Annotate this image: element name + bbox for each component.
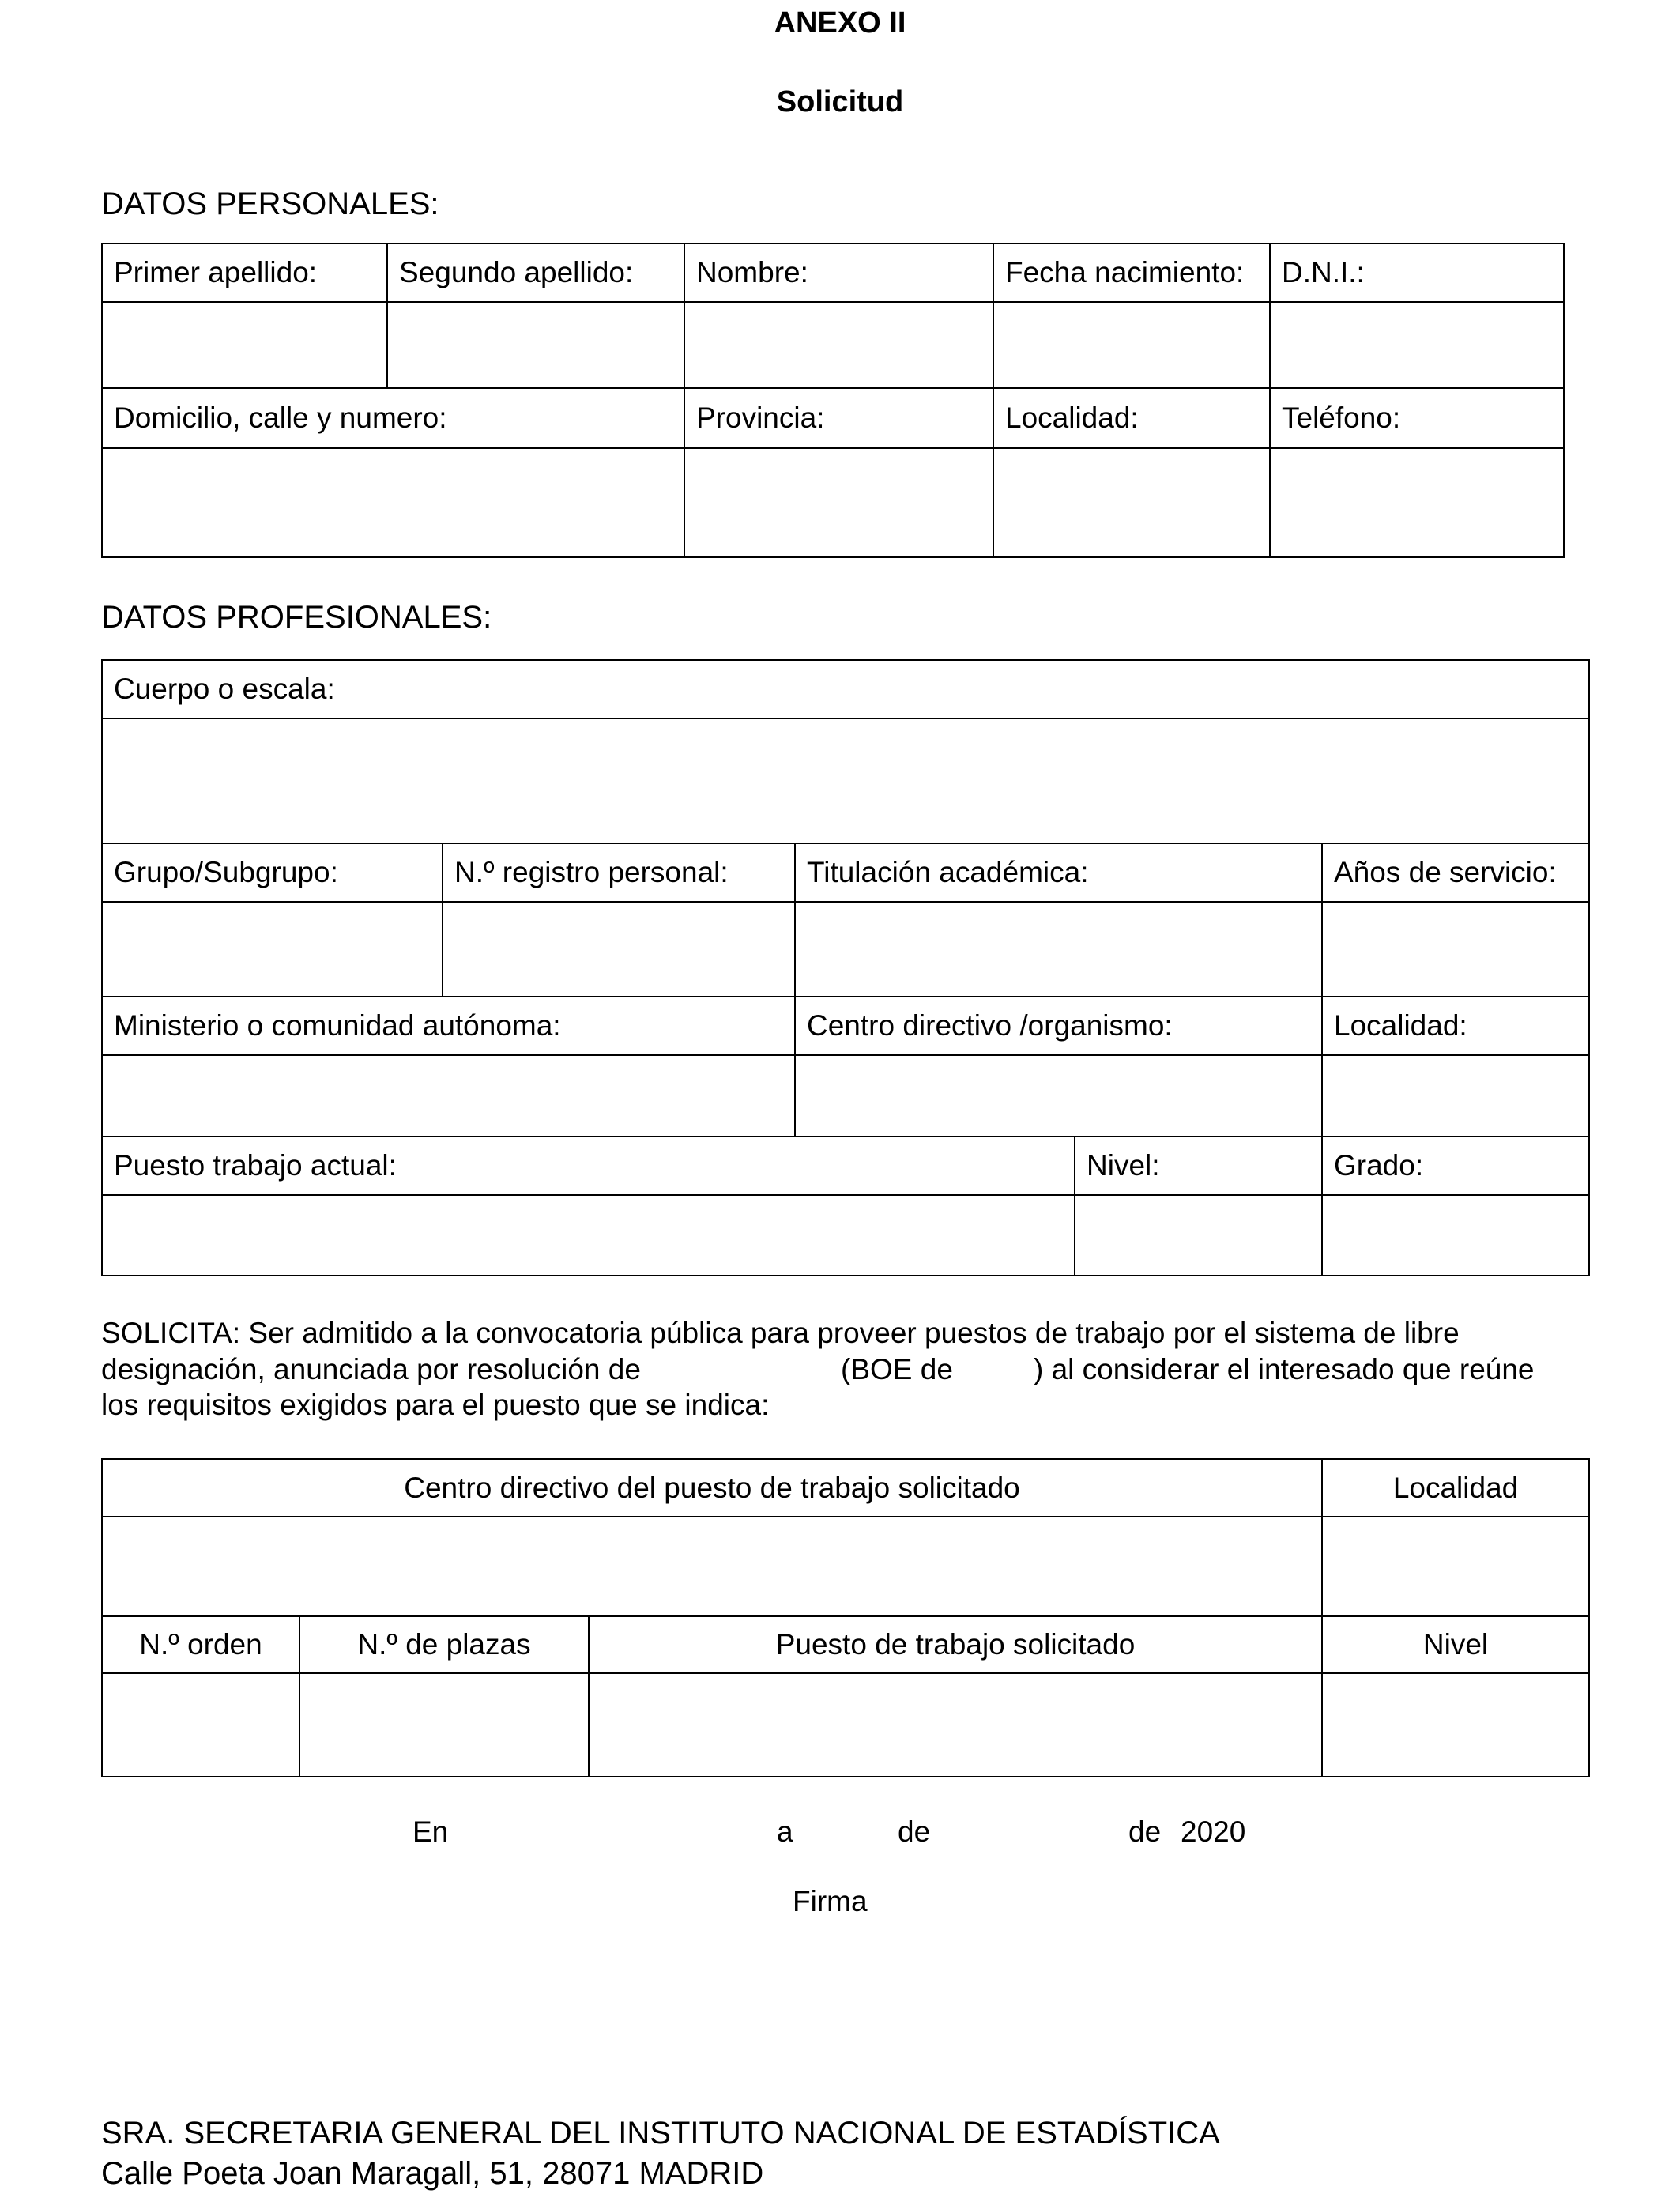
field-localidad-prof[interactable] — [1322, 1055, 1589, 1137]
solicita-line-2c: ) al considerar el interesado que reúne — [1034, 1353, 1535, 1385]
section-professional-title: DATOS PROFESIONALES: — [101, 600, 492, 635]
field-registro-personal[interactable] — [443, 902, 795, 997]
page-title: Solicitud — [776, 85, 904, 119]
section-personal-title: DATOS PERSONALES: — [101, 187, 439, 221]
field-domicilio[interactable] — [102, 448, 684, 557]
label-puesto-solicitado: Puesto de trabajo solicitado — [589, 1616, 1322, 1673]
solicita-line-2b: (BOE de — [841, 1353, 953, 1385]
solicita-line-3: los requisitos exigidos para el puesto que se indica: — [101, 1389, 770, 1421]
label-nombre: Nombre: — [684, 243, 993, 302]
label-titulacion: Titulación académica: — [795, 843, 1322, 902]
field-n-orden[interactable] — [102, 1673, 299, 1777]
label-localidad: Localidad: — [993, 388, 1270, 448]
date-en: En — [412, 1815, 449, 1848]
label-cuerpo-escala: Cuerpo o escala: — [102, 660, 1589, 718]
field-nivel[interactable] — [1075, 1195, 1322, 1276]
label-telefono: Teléfono: — [1270, 388, 1564, 448]
label-domicilio: Domicilio, calle y numero: — [102, 388, 684, 448]
field-n-plazas[interactable] — [299, 1673, 589, 1777]
field-primer-apellido[interactable] — [102, 302, 387, 388]
field-centro-solicitado[interactable] — [102, 1517, 1322, 1616]
label-registro-personal: N.º registro personal: — [443, 843, 795, 902]
field-nivel-solicitado[interactable] — [1322, 1673, 1589, 1777]
field-anos-servicio[interactable] — [1322, 902, 1589, 997]
label-dni: D.N.I.: — [1270, 243, 1564, 302]
addressee-line-2: Calle Poeta Joan Maragall, 51, 28071 MADRID — [101, 2156, 764, 2191]
label-localidad-prof: Localidad: — [1322, 997, 1589, 1055]
label-anos-servicio: Años de servicio: — [1322, 843, 1589, 902]
field-localidad[interactable] — [993, 448, 1270, 557]
solicita-line-2a: designación, anunciada por resolución de — [101, 1353, 641, 1385]
field-grado[interactable] — [1322, 1195, 1589, 1276]
field-segundo-apellido[interactable] — [387, 302, 684, 388]
date-de-2: de — [1128, 1815, 1162, 1848]
field-localidad-solicitada[interactable] — [1322, 1517, 1589, 1616]
label-segundo-apellido: Segundo apellido: — [387, 243, 684, 302]
label-grupo-subgrupo: Grupo/Subgrupo: — [102, 843, 443, 902]
date-year: 2020 — [1181, 1815, 1246, 1848]
label-primer-apellido: Primer apellido: — [102, 243, 387, 302]
label-centro-solicitado: Centro directivo del puesto de trabajo solicitado — [102, 1459, 1322, 1517]
personal-data-table — [101, 243, 1565, 558]
label-puesto-actual: Puesto trabajo actual: — [102, 1137, 1075, 1195]
addressee-line-1: SRA. SECRETARIA GENERAL DEL INSTITUTO NACIONAL DE ESTADÍSTICA — [101, 2116, 1220, 2151]
label-nivel: Nivel: — [1075, 1137, 1322, 1195]
label-localidad-solicitada: Localidad — [1322, 1459, 1589, 1517]
label-ministerio: Ministerio o comunidad autónoma: — [102, 997, 795, 1055]
signature-label: Firma — [793, 1885, 868, 1917]
label-centro-directivo: Centro directivo /organismo: — [795, 997, 1322, 1055]
field-dni[interactable] — [1270, 302, 1564, 388]
field-cuerpo-escala[interactable] — [102, 718, 1589, 843]
label-provincia: Provincia: — [684, 388, 993, 448]
label-grado: Grado: — [1322, 1137, 1589, 1195]
field-telefono[interactable] — [1270, 448, 1564, 557]
professional-data-table — [101, 659, 1590, 1276]
label-n-plazas: N.º de plazas — [299, 1616, 589, 1673]
field-fecha-nacimiento[interactable] — [993, 302, 1270, 388]
date-a: a — [777, 1815, 793, 1848]
field-nombre[interactable] — [684, 302, 993, 388]
field-provincia[interactable] — [684, 448, 993, 557]
date-de-1: de — [898, 1815, 931, 1848]
field-grupo-subgrupo[interactable] — [102, 902, 443, 997]
field-puesto-actual[interactable] — [102, 1195, 1075, 1276]
field-centro-directivo[interactable] — [795, 1055, 1322, 1137]
request-table — [101, 1458, 1590, 1777]
field-puesto-solicitado[interactable] — [589, 1673, 1322, 1777]
label-nivel-solicitado: Nivel — [1322, 1616, 1589, 1673]
annex-title: ANEXO II — [774, 6, 906, 40]
label-fecha-nacimiento: Fecha nacimiento: — [993, 243, 1270, 302]
solicita-line-1: SOLICITA: Ser admitido a la convocatoria pública para proveer puestos de trabajo por el sistema de libre — [101, 1317, 1460, 1349]
label-n-orden: N.º orden — [102, 1616, 299, 1673]
field-ministerio[interactable] — [102, 1055, 795, 1137]
field-titulacion[interactable] — [795, 902, 1322, 997]
